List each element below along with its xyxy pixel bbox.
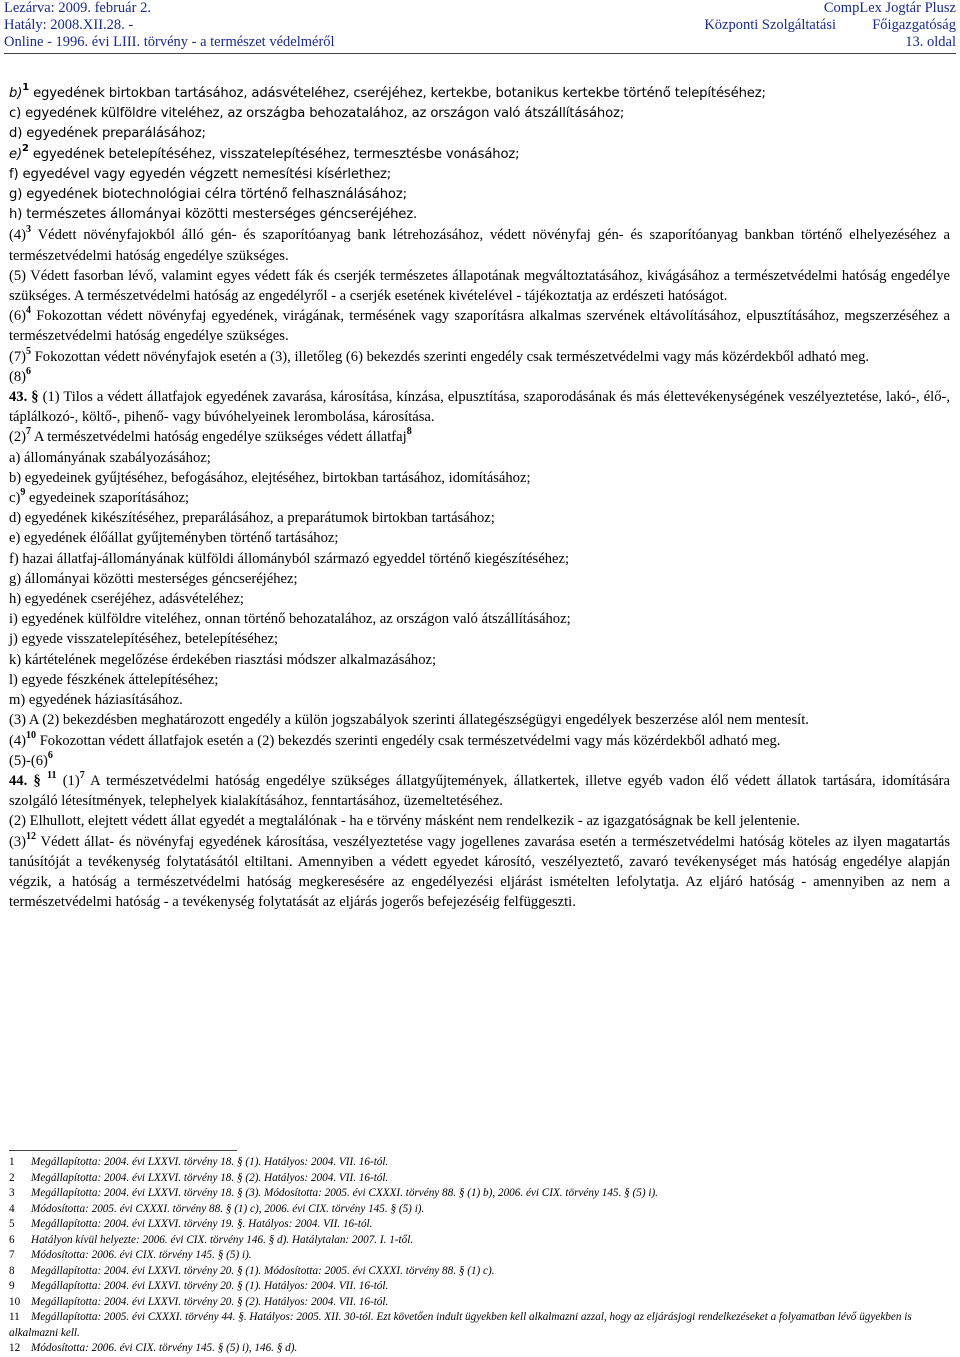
footnote-text: Megállapította: 2004. évi LXXVI. törvény 19. §. Hatályos: 2004. VII. 16-tól. [31, 1218, 373, 1230]
item-g: g) egyedének biotechnológiai célra történő felhasználásához; [9, 187, 407, 203]
footnote-number: 10 [9, 1295, 21, 1308]
paragraph-7: $(7)^5$ Fokozottan védett növényfajok esetén a (3), illetőleg (6) bekezdés szerinti engedély csak természetvédelmi vagy más közérdekből adható meg. [9, 345, 870, 365]
list-item: c)$^9$ egyedeinek szaporításához; [9, 487, 190, 507]
footnote-number: 4 [9, 1202, 15, 1215]
footnote-text: Hatályon kívül helyezte: 2006. évi CIX. törvény 146. § d). Hatálytalan: 2007. I. 1-től. [31, 1233, 414, 1246]
footnote [9, 1310, 950, 1341]
footnote [9, 1202, 950, 1218]
section-44-para-3: $(3)^{12}$ Védett állat- és növényfaj egyedének károsítása, veszélyeztetése vagy jogellenes zavarása esetén a természetvédelmi hatóság köteles az ilyen magatartás tanúsítóját a tevékenység folytatásától eltiltani. Amennyiben a védett egyedet károsító, veszélyeztető, zavaró tevékenységet más hatóság engedélye alapján végzik, a hatóság a természetvédelmi hatóság megkeresésére az engedélyezési eljárást ismételten lefolytatja. Az eljáró hatóság - amennyiben az nem a természetvédelmi hatóság - a tevékenység folytatását az eljárás jogerős befejezéséig felfüggeszti. [9, 830, 950, 911]
footnotes [9, 1150, 950, 1357]
footnote-ref[interactable]: 10 [26, 729, 37, 741]
footnote-number: 2 [9, 1171, 15, 1184]
footnote-text: Módosította: 2005. évi CXXXI. törvény 88. § (1) c), 2006. évi CIX. törvény 145. § (5) i). [31, 1202, 425, 1215]
item-b: b)$^1$ egyedének birtokban tartásához, adásvételéhez, cseréjéhez, kertekbe, botanikus kertekbe történő telepítéséhez; [9, 82, 766, 101]
footnote [9, 1341, 950, 1357]
footnote-number: 9 [9, 1280, 15, 1292]
effective-date: Hatály: 2008.XII.28. - [4, 17, 134, 33]
paragraph-6: $(6)^4$ Fokozottan védett növényfaj egyedének, virágának, termésének vagy szaporításra alkalmas szervének eltávolításához, elpusztításához, megszerzéséhez a természetvédelmi hatóság engedélye szükséges. [9, 305, 951, 345]
footnote-text: Módosította: 2006. évi CIX. törvény 145. § (5) i). [31, 1249, 252, 1261]
footnote-ref[interactable]: 12 [26, 830, 37, 842]
footnote-ref[interactable]: 5 [26, 345, 32, 357]
item-f: f) egyedével vagy egyedén végzett nemesítési kísérlethez; [9, 166, 392, 182]
section-43-para-4: $(4)^{10}$ Fokozottan védett állatfajok esetén a (2) bekezdés szerinti engedély csak természetvédelmi vagy más közérdekből adható meg. [9, 729, 781, 749]
footnote [9, 1295, 950, 1311]
list-item: i) egyedének külföldre viteléhez, onnan történő behozatalához, az országon való átszállításához; [9, 611, 571, 628]
footnote-ref[interactable]: 1 [22, 82, 30, 93]
footnote-ref[interactable]: 4 [26, 305, 32, 317]
footnote-text: Megállapította: 2004. évi LXXVI. törvény 18. § (1). Hatályos: 2004. VII. 16-tól. [31, 1156, 389, 1168]
paragraph-5: (5) Védett fasorban lévő, valamint egyes védett fák és cserjék természetes állapotának megváltoztatásához, kivágásához a természetvédelmi hatóság engedélye szükséges. A természetvédelmi hatóság az engedélyről - a cserjék esetének kivételével - tájékoztatja az erdészeti hatóságot. [9, 267, 950, 305]
footnote-text: Módosította: 2006. évi CIX. törvény 145. § (5) i), 146. § d). [31, 1342, 298, 1354]
footnote-ref[interactable]: 7 [79, 769, 85, 781]
footnote-text: Megállapította: 2004. évi LXXVI. törvény 20. § (2). Hatályos: 2004. VII. 16-tól. [31, 1295, 389, 1308]
footnote-ref[interactable]: 3 [26, 224, 32, 236]
list-item: h) egyedének cseréjéhez, adásvételéhez; [9, 591, 244, 608]
footnote-text: Megállapította: 2004. évi LXXVI. törvény 20. § (1). Módosította: 2005. évi CXXXI. törvény 88. § (1) c). [31, 1264, 495, 1277]
footnote-text: Megállapította: 2004. évi LXXVI. törvény 18. § (3). Módosította: 2005. évi CXXXI. törvény 88. § (1) b), 2006. évi CIX. törvény 145. § (5) i). [31, 1187, 658, 1199]
section-43-para-2: $(2)^7$ A természetvédelmi hatóság engedélye szükséges védett állatfaj$^8$ [9, 426, 412, 446]
footnote [9, 1217, 950, 1233]
footnote-ref[interactable]: 11 [47, 769, 57, 781]
footnote-list [9, 1155, 950, 1357]
footnote-number: 8 [9, 1264, 15, 1277]
list-item: l) egyede fészkének áttelepítéséhez; [9, 671, 219, 688]
list-item: e) egyedének élőállat gyűjteményben történő tartásához; [9, 530, 339, 547]
list-item: f) hazai állatfaj-állományának külföldi állományból származó egyeddel történő kiegészítéséhez; [9, 550, 569, 567]
list-item: d) egyedének kikészítéséhez, preparálásához, a preparátumok birtokban tartásához; [9, 510, 495, 527]
item-e: e)$^2$ egyedének betelepítéséhez, visszatelepítéséhez, termesztésbe vonásához; [9, 142, 520, 162]
footnote [9, 1171, 950, 1187]
footnote [9, 1155, 950, 1171]
footnote-number: 5 [9, 1218, 15, 1230]
document-body [9, 84, 950, 912]
section-44: 44. § $^{11}$ $(1)^7$ A természetvédelmi hatóság engedélye szükséges állatgyűjtemények, állatkertek, illetve egyéb vadon élő védett állatok tartására, idomítására szolgáló létesítmények, telephelyek kialakításához, fenntartásához, üzemeltetéséhez. [9, 769, 951, 810]
footnote-ref[interactable]: 7 [26, 426, 32, 438]
footnote-text: Megállapította: 2004. évi LXXVI. törvény 20. § (1). Hatályos: 2004. VII. 16-tól. [31, 1280, 389, 1292]
list-item: m) egyedének háziasításához. [9, 692, 183, 709]
list-item: j) egyede visszatelepítéséhez, betelepítéséhez; [9, 631, 279, 648]
footnote-number: 6 [9, 1233, 15, 1246]
page-number: 13. oldal [905, 34, 956, 50]
paragraph-8: $(8)^6$ [9, 365, 32, 385]
publisher-name: Központi Szolgáltatási [704, 17, 836, 33]
list-item: k) kártételének megelőzése érdekében riasztási módszer alkalmazásához; [9, 651, 437, 668]
footnote-number: 11 [9, 1311, 20, 1323]
item-d: d) egyedének preparálásához; [9, 126, 206, 142]
footnote [9, 1264, 950, 1280]
footnote [9, 1279, 950, 1295]
footnote-text: Megállapította: 2004. évi LXXVI. törvény 18. § (2). Hatályos: 2004. VII. 16-tól. [31, 1171, 389, 1184]
footnote-text: Megállapította: 2005. évi CXXXI. törvény 44. §. Hatályos: 2005. XII. 30-tól. Ezt követően indult ügyekben kell alkalmazni azzal, hogy az eljárásjogi rendelkezéseket a folyamatban lévő ügyekben is alkalmazni kell. [9, 1311, 912, 1339]
section-43: 43. § (1) Tilos a védett állatfajok egyedének zavarása, károsítása, kínzása, elpusztítása, szaporodásának és más élettevékenységének veszélyeztetése, lakó-, élő-, táplálkozó-, költő-, pihenő- vagy búvóhelyeinek lerombolása, károsítása. [9, 389, 951, 426]
footnote-number: 3 [9, 1187, 15, 1199]
list-item: g) állományai közötti mesterséges géncseréjéhez; [9, 570, 298, 587]
footnote-divider [9, 1150, 237, 1151]
section-43-para-5-6: $(5)-(6)^6$ [9, 749, 53, 769]
document-title: Online - 1996. évi LIII. törvény - a természet védelméről [4, 34, 335, 50]
footnote [9, 1233, 950, 1249]
footnote-number: 12 [9, 1342, 21, 1354]
footnote-ref[interactable]: 6 [47, 749, 53, 761]
list-item: b) egyedeinek gyűjtéséhez, befogásához, elejtéséhez, birtokban tartásához, idomításához; [9, 469, 531, 486]
item-c: c) egyedének külföldre viteléhez, az országba behozatalához, az országon való átszállításához; [9, 106, 625, 122]
footnote-number: 1 [9, 1156, 15, 1168]
footnote-ref[interactable]: 8 [406, 426, 412, 438]
footnote [9, 1186, 950, 1202]
header-divider [4, 53, 956, 54]
product-name: CompLex Jogtár Plusz [823, 0, 956, 16]
paragraph-4: $(4)^3$ Védett növényfajokból álló gén- és szaporítóanyag bank létrehozásához, védett növényfaj gén- és szaporítóanyag bankban történő elhelyezéséhez a természetvédelmi hatóság engedélye szükséges. [9, 224, 950, 264]
publisher-office: Főigazgatóság [872, 17, 956, 33]
footnote [9, 1248, 950, 1264]
item-h: h) természetes állományai közötti mesterséges géncseréjéhez. [9, 207, 418, 223]
footnote-number: 7 [9, 1249, 15, 1261]
footnote-ref[interactable]: 2 [21, 142, 29, 154]
section-43-para-3: (3) A (2) bekezdésben meghatározott engedély a külön jogszabályok szerinti állategészségügyi engedélyek beszerzése alól nem mentesít. [9, 712, 809, 729]
closing-date: Lezárva: 2009. február 2. [4, 0, 151, 16]
page-header [4, 0, 956, 52]
footnote-ref[interactable]: 9 [20, 487, 26, 499]
footnote-ref[interactable]: 6 [26, 365, 32, 377]
section-44-para-2: (2) Elhullott, elejtett védett állat egyedét a megtalálónak - ha e törvény másként nem rendelkezik - az igazgatóságnak be kell jelentenie. [9, 813, 800, 830]
list-item: a) állományának szabályozásához; [9, 449, 211, 466]
